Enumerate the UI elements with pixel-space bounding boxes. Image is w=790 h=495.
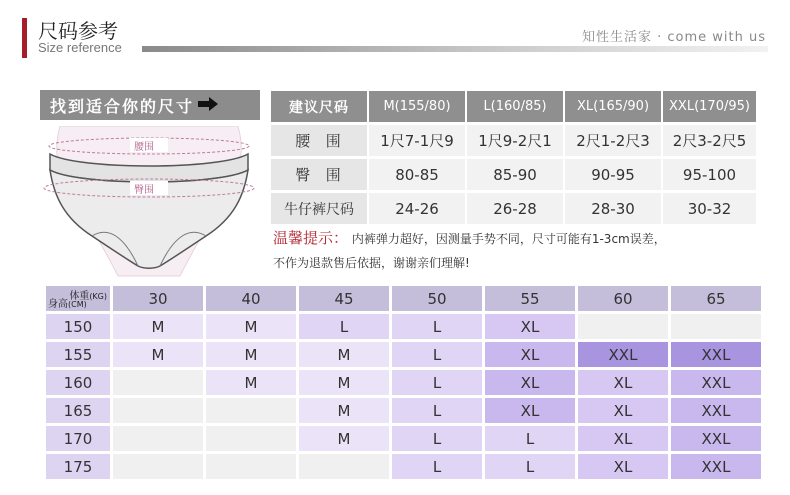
height-header: 170 <box>46 426 110 451</box>
grid-row <box>46 454 761 479</box>
measurement-diagram <box>38 126 260 278</box>
corner-height: 身高(CM) <box>48 299 87 310</box>
find-size-label: 找到适合你的尺寸 <box>50 96 195 116</box>
height-header: 165 <box>46 398 110 423</box>
waist-label: 腰围 <box>134 142 154 153</box>
size-recommendation-cell: XL <box>578 370 668 395</box>
row-label: 牛仔裤尺码 <box>271 193 367 224</box>
size-cell: 30-32 <box>661 193 756 224</box>
page-subtitle: Size reference <box>38 40 122 55</box>
size-header-xl: XL(165/90) <box>563 91 661 122</box>
row-label: 臀 围 <box>271 159 367 190</box>
size-recommendation-cell: XXL <box>671 426 761 451</box>
brand-slogan: 知性生活家 · come with us <box>581 30 766 45</box>
size-recommendation-cell: XXL <box>671 454 761 479</box>
size-recommendation-cell: M <box>206 314 296 339</box>
size-recommendation-cell: L <box>392 454 482 479</box>
size-recommendation-cell: XXL <box>671 342 761 367</box>
size-recommendation-cell: XL <box>578 426 668 451</box>
size-cell: 95-100 <box>661 159 756 190</box>
size-recommendation-cell: L <box>392 426 482 451</box>
hip-label: 臀围 <box>134 185 154 196</box>
size-recommendation-cell: XL <box>578 454 668 479</box>
size-recommendation-cell <box>671 314 761 339</box>
size-recommendation-cell: L <box>485 426 575 451</box>
page-title: 尺码参考 <box>38 19 118 43</box>
grid-row <box>46 370 761 395</box>
size-recommendation-cell: M <box>113 314 203 339</box>
size-recommendation-cell <box>113 426 203 451</box>
size-recommendation-cell: XXL <box>671 398 761 423</box>
size-recommendation-cell <box>113 398 203 423</box>
size-recommendation-cell: M <box>299 370 389 395</box>
size-recommendation-cell: M <box>299 342 389 367</box>
size-recommendation-cell: M <box>206 342 296 367</box>
size-recommendation-cell: M <box>299 398 389 423</box>
size-cell: 2尺3-2尺5 <box>661 125 756 156</box>
size-row-hip <box>271 159 756 190</box>
size-recommendation-cell: XXL <box>578 342 668 367</box>
size-recommendation-cell <box>206 426 296 451</box>
grid-row <box>46 342 761 367</box>
size-cell: 26-28 <box>465 193 563 224</box>
size-recommendation-cell: L <box>392 314 482 339</box>
size-reference-table <box>271 88 756 227</box>
size-cell: 1尺7-1尺9 <box>367 125 465 156</box>
size-cell: 1尺9-2尺1 <box>465 125 563 156</box>
size-recommendation-cell: XL <box>485 370 575 395</box>
size-header-l: L(160/85) <box>465 91 563 122</box>
weight-header: 45 <box>299 286 389 311</box>
size-recommendation-cell <box>578 314 668 339</box>
size-row-jeans <box>271 193 756 224</box>
header-divider <box>142 46 768 52</box>
size-recommendation-cell: M <box>113 342 203 367</box>
size-recommendation-cell: M <box>206 370 296 395</box>
size-recommendation-cell: L <box>392 342 482 367</box>
height-header: 150 <box>46 314 110 339</box>
header-accent-bar <box>22 18 27 58</box>
size-recommendation-cell: L <box>485 454 575 479</box>
size-header-label: 建议尺码 <box>271 91 367 122</box>
size-recommendation-cell: XL <box>485 342 575 367</box>
size-table-header <box>271 91 756 122</box>
size-header-xxl: XXL(170/95) <box>661 91 756 122</box>
size-recommendation-cell <box>113 454 203 479</box>
arrow-right-icon <box>198 96 218 115</box>
size-recommendation-cell <box>113 370 203 395</box>
weight-header: 30 <box>113 286 203 311</box>
size-header-m: M(155/80) <box>367 91 465 122</box>
size-cell: 2尺1-2尺3 <box>563 125 661 156</box>
warm-tip <box>273 226 763 275</box>
size-recommendation-cell: L <box>392 398 482 423</box>
size-recommendation-cell: XL <box>578 398 668 423</box>
weight-height-grid <box>43 283 764 482</box>
weight-header: 50 <box>392 286 482 311</box>
height-header: 155 <box>46 342 110 367</box>
weight-header: 60 <box>578 286 668 311</box>
size-cell: 90-95 <box>563 159 661 190</box>
height-header: 175 <box>46 454 110 479</box>
size-recommendation-cell <box>206 454 296 479</box>
size-cell: 80-85 <box>367 159 465 190</box>
corner-weight: 体重(KG) <box>69 291 107 302</box>
size-cell: 28-30 <box>563 193 661 224</box>
find-size-banner <box>40 90 260 120</box>
weight-header: 55 <box>485 286 575 311</box>
size-recommendation-cell: XXL <box>671 370 761 395</box>
row-label: 腰 围 <box>271 125 367 156</box>
size-row-waist <box>271 125 756 156</box>
weight-header: 40 <box>206 286 296 311</box>
size-cell: 24-26 <box>367 193 465 224</box>
size-cell: 85-90 <box>465 159 563 190</box>
tip-line-2: 不作为退款售后依据，谢谢亲们理解! <box>273 256 470 270</box>
tip-line-1: 内裤弹力超好，因测量手势不同，尺寸可能有1-3cm误差， <box>351 232 666 246</box>
grid-row <box>46 426 761 451</box>
grid-row <box>46 314 761 339</box>
size-recommendation-cell: XL <box>485 314 575 339</box>
height-header: 160 <box>46 370 110 395</box>
size-recommendation-cell: XL <box>485 398 575 423</box>
size-recommendation-cell: M <box>299 426 389 451</box>
tip-title: 温馨提示： <box>273 229 349 247</box>
size-recommendation-cell <box>206 398 296 423</box>
size-recommendation-cell: L <box>299 314 389 339</box>
grid-header-row <box>46 286 761 311</box>
size-recommendation-cell: L <box>392 370 482 395</box>
grid-row <box>46 398 761 423</box>
weight-header: 65 <box>671 286 761 311</box>
size-recommendation-cell <box>299 454 389 479</box>
grid-corner <box>46 286 110 311</box>
